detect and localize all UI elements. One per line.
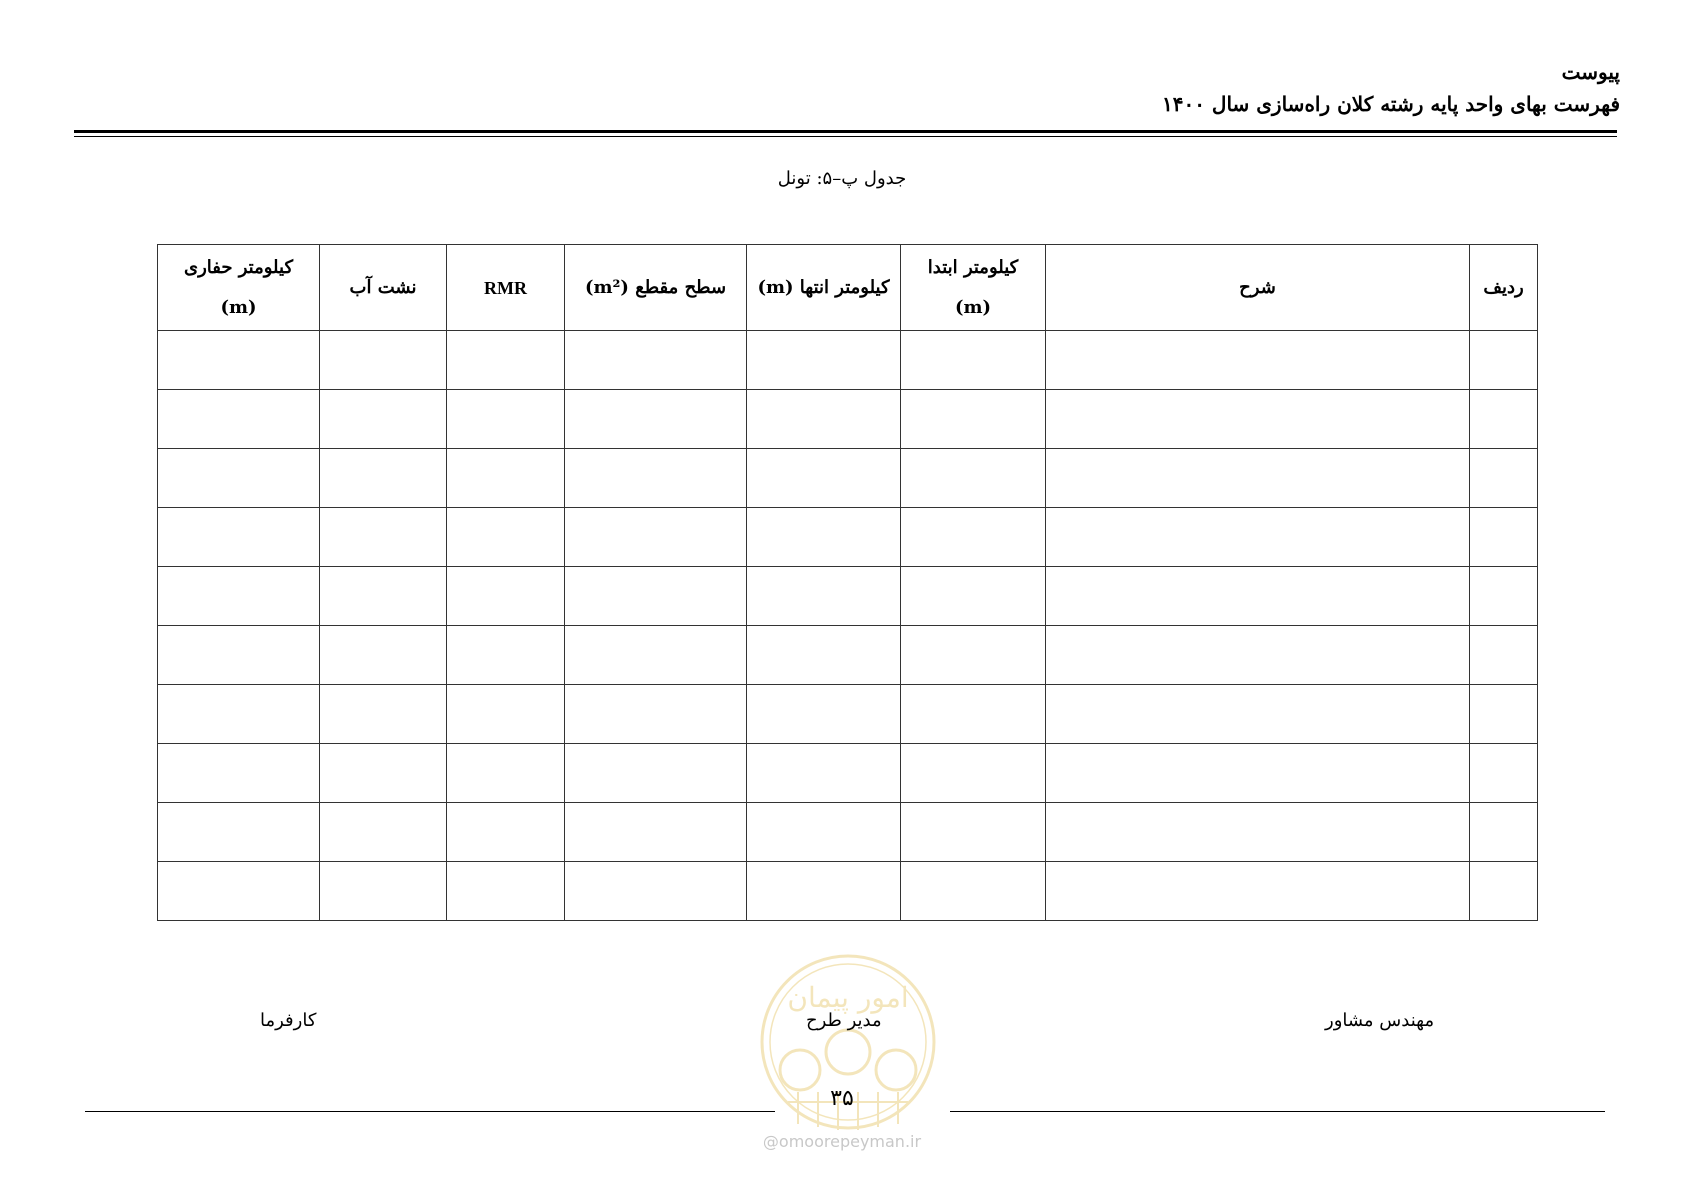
table-cell <box>320 331 447 390</box>
col-header-water-leak: نشت آب <box>320 245 447 331</box>
col-header-km-end: کیلومتر انتها (m) <box>747 245 901 331</box>
table-cell <box>747 803 901 862</box>
table-cell <box>747 449 901 508</box>
watermark-url: @omoorepeyman.ir <box>762 1132 922 1151</box>
col-header-section-area: سطح مقطع (m²) <box>565 245 747 331</box>
col-header-km-excavated-unit: (m) <box>220 296 257 318</box>
table-cell <box>747 685 901 744</box>
table-cell <box>158 331 320 390</box>
signature-client: کارفرما <box>260 1010 317 1031</box>
table-row <box>158 626 1538 685</box>
table-row <box>158 685 1538 744</box>
table-cell <box>901 685 1046 744</box>
col-header-row-no: ردیف <box>1470 245 1538 331</box>
table-cell <box>565 331 747 390</box>
table-cell <box>320 390 447 449</box>
table-cell <box>447 685 565 744</box>
table-cell <box>1470 862 1538 921</box>
table-cell <box>320 508 447 567</box>
table-cell <box>158 685 320 744</box>
table-header-row <box>158 245 1538 331</box>
table-cell <box>901 862 1046 921</box>
table-cell <box>158 744 320 803</box>
table-cell <box>447 508 565 567</box>
table-cell <box>158 567 320 626</box>
document-header <box>1162 58 1620 118</box>
table-cell <box>565 685 747 744</box>
table-cell <box>747 744 901 803</box>
col-header-km-excavated-label: کیلومتر حفاری <box>183 256 294 278</box>
table-cell <box>1470 331 1538 390</box>
table-cell <box>1470 803 1538 862</box>
table-cell <box>565 862 747 921</box>
table-cell <box>320 862 447 921</box>
table-cell <box>1046 449 1470 508</box>
table-cell <box>447 331 565 390</box>
table-cell <box>1046 567 1470 626</box>
table-cell <box>1470 449 1538 508</box>
signature-consultant: مهندس مشاور <box>1325 1010 1435 1031</box>
table-cell <box>158 862 320 921</box>
table-cell <box>158 803 320 862</box>
signature-project-manager: مدیر طرح <box>806 1010 882 1031</box>
table-cell <box>565 803 747 862</box>
table-cell <box>1046 744 1470 803</box>
col-header-km-excavated <box>158 245 320 331</box>
table-cell <box>158 449 320 508</box>
table-row <box>158 803 1538 862</box>
footer-rule-right <box>950 1111 1605 1112</box>
table-cell <box>1046 862 1470 921</box>
table-cell <box>747 567 901 626</box>
col-header-km-start-label: کیلومتر ابتدا <box>927 256 1019 278</box>
table-cell <box>901 331 1046 390</box>
table-row <box>158 508 1538 567</box>
table-cell <box>1046 685 1470 744</box>
table-cell <box>1046 390 1470 449</box>
table-cell <box>1046 803 1470 862</box>
table-cell <box>1470 508 1538 567</box>
table-cell <box>447 567 565 626</box>
header-subtitle: فهرست بهای واحد پایه رشته کلان راه‌سازی سال ۱۴۰۰ <box>1162 92 1620 116</box>
table-cell <box>565 449 747 508</box>
header-rule-thin <box>74 136 1617 137</box>
table-cell <box>320 685 447 744</box>
col-header-description: شرح <box>1046 245 1470 331</box>
table-cell <box>1470 567 1538 626</box>
table-cell <box>901 803 1046 862</box>
table-row <box>158 331 1538 390</box>
table-caption: جدول پ–۵: تونل <box>777 168 907 189</box>
table-cell <box>747 862 901 921</box>
table-cell <box>747 390 901 449</box>
table-cell <box>901 449 1046 508</box>
table-cell <box>1470 744 1538 803</box>
table-cell <box>565 626 747 685</box>
table-cell <box>901 508 1046 567</box>
table-body <box>158 331 1538 921</box>
table-row <box>158 862 1538 921</box>
table-cell <box>158 508 320 567</box>
table-cell <box>1470 685 1538 744</box>
table-cell <box>747 626 901 685</box>
page-number: ۳۵ <box>830 1086 854 1111</box>
table-cell <box>747 508 901 567</box>
table-cell <box>1470 626 1538 685</box>
table-cell <box>901 744 1046 803</box>
table-cell <box>447 626 565 685</box>
table-row <box>158 449 1538 508</box>
table-cell <box>901 626 1046 685</box>
table-cell <box>447 803 565 862</box>
table-cell <box>565 390 747 449</box>
table-cell <box>901 567 1046 626</box>
col-header-km-start <box>901 245 1046 331</box>
table-cell <box>901 390 1046 449</box>
table-cell <box>320 744 447 803</box>
table-cell <box>320 449 447 508</box>
table-cell <box>320 803 447 862</box>
table-cell <box>447 390 565 449</box>
table-cell <box>158 626 320 685</box>
table-cell <box>1470 390 1538 449</box>
col-header-rmr: RMR <box>447 245 565 331</box>
table-cell <box>1046 331 1470 390</box>
table-cell <box>447 744 565 803</box>
header-rule-thick <box>74 130 1617 133</box>
table-cell <box>747 331 901 390</box>
table-cell <box>565 567 747 626</box>
table-row <box>158 390 1538 449</box>
seal-text: امور پیمان <box>787 981 909 1014</box>
table-cell <box>1046 508 1470 567</box>
table-row <box>158 567 1538 626</box>
header-kicker: پیوست <box>1561 60 1620 84</box>
table-cell <box>320 567 447 626</box>
table-row <box>158 744 1538 803</box>
table-cell <box>1046 626 1470 685</box>
tunnel-table <box>157 244 1538 921</box>
table-cell <box>565 508 747 567</box>
col-header-km-start-unit: (m) <box>954 296 992 318</box>
table-cell <box>158 390 320 449</box>
table-cell <box>447 449 565 508</box>
table-cell <box>447 862 565 921</box>
table-cell <box>320 626 447 685</box>
table-cell <box>565 744 747 803</box>
footer-rule-left <box>85 1111 775 1112</box>
